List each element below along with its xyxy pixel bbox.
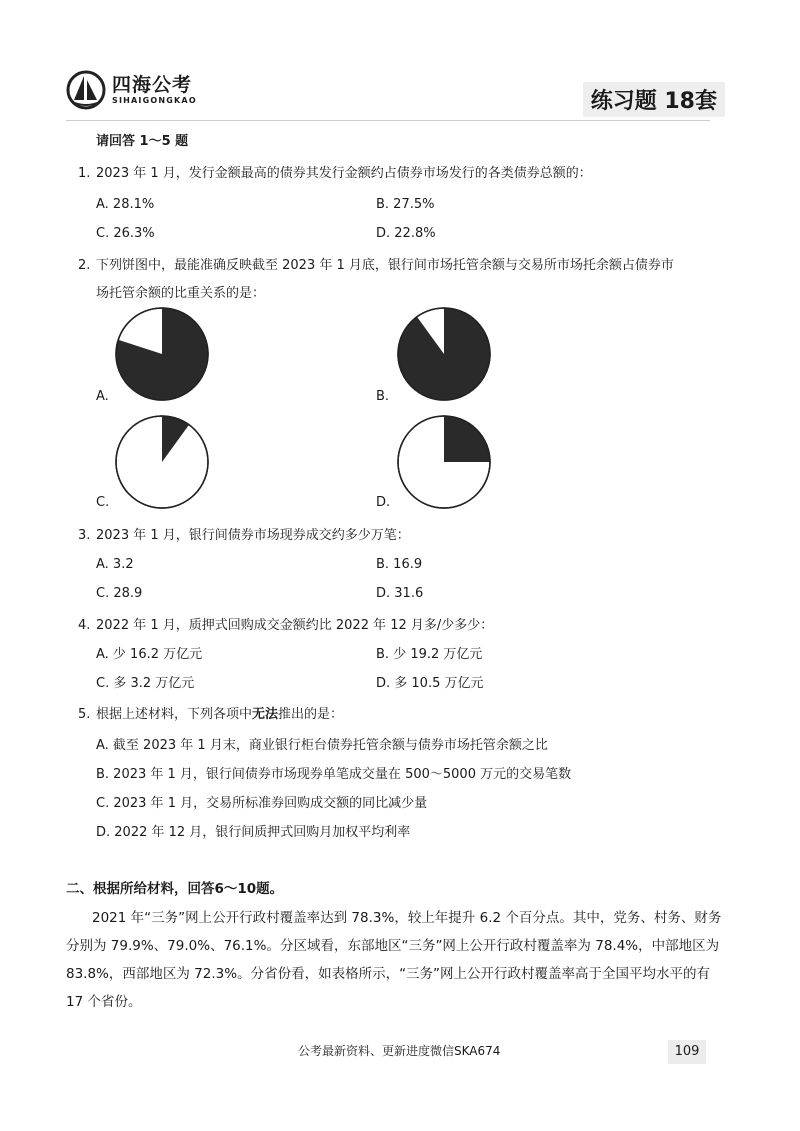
question-1-text: 2023 年 1 月，发行金额最高的债券其发行金额约占债券市场发行的各类债券总额的：	[96, 166, 592, 181]
sailboat-logo-icon	[66, 70, 106, 110]
q3-option-d[interactable]: D. 31.6	[376, 586, 424, 601]
q2-option-d[interactable]: D.	[376, 495, 391, 510]
q2-option-b[interactable]: B.	[376, 389, 390, 404]
q5-option-d[interactable]: D. 2022 年 12 月，银行间质押式回购月加权平均利率	[96, 825, 411, 840]
q1-option-c[interactable]: C. 26.3%	[96, 226, 155, 241]
question-5-number: 5.	[78, 707, 91, 722]
question-5-text-post: 推出的是：	[278, 707, 344, 722]
q1-option-a[interactable]: A. 28.1%	[96, 197, 155, 212]
q4-option-c[interactable]: C. 多 3.2 万亿元	[96, 676, 195, 691]
question-5-text-bold: 无法	[252, 707, 279, 722]
question-1-number: 1.	[78, 166, 91, 181]
question-5-text	[96, 706, 343, 724]
question-2-number: 2.	[78, 258, 91, 273]
q4-option-b[interactable]: B. 少 19.2 万亿元	[376, 647, 483, 662]
q4-option-d[interactable]: D. 多 10.5 万亿元	[376, 676, 484, 691]
question-4-text: 2022 年 1 月，质押式回购成交金额约比 2022 年 12 月多/少多少：	[96, 618, 494, 633]
q3-option-b[interactable]: B. 16.9	[376, 557, 423, 572]
question-4-number: 4.	[78, 618, 91, 633]
pie-chart-b	[396, 306, 492, 402]
question-3-number: 3.	[78, 528, 91, 543]
section-intro: 请回答 1～5 题	[96, 134, 189, 149]
brand-name-en: SIHAIGONGKAO	[112, 96, 197, 105]
pie-chart-a	[114, 306, 210, 402]
header-divider	[66, 120, 710, 121]
q1-option-b[interactable]: B. 27.5%	[376, 197, 435, 212]
footer-note: 公考最新资料、更新进度微信SKA674	[298, 1044, 501, 1058]
q3-option-c[interactable]: C. 28.9	[96, 586, 143, 601]
brand-name-cn: 四海公考	[112, 74, 193, 96]
q4-option-a[interactable]: A. 少 16.2 万亿元	[96, 647, 203, 662]
q5-option-c[interactable]: C. 2023 年 1 月，交易所标准券回购成交额的同比减少量	[96, 796, 428, 811]
q2-option-a[interactable]: A.	[96, 389, 109, 404]
question-5-text-pre: 根据上述材料，下列各项中	[96, 707, 253, 722]
pie-chart-c	[114, 414, 210, 510]
q3-option-a[interactable]: A. 3.2	[96, 557, 134, 572]
q5-option-a[interactable]: A. 截至 2023 年 1 月末，商业银行柜台债券托管余额与债券市场托管余额之比	[96, 738, 548, 753]
q1-option-d[interactable]: D. 22.8%	[376, 226, 436, 241]
page-number: 109	[668, 1040, 706, 1064]
section-2-paragraph: 2021 年“三务”网上公开行政村覆盖率达到 78.3%，较上年提升 6.2 个百分点。其中，党务、村务、财务分别为 79.9%、79.0%、76.1%。分区域看，东部地区“三务”网上公开行政村覆盖率为 78.4%，中部地区为 83.8%，西部地区为 72.3%。分省份看，如表格所示，“三务”网上公开行政村覆盖率高于全国平均水平的有 17 个省份。	[66, 910, 722, 1010]
section-2-heading: 二、根据所给材料，回答6～10题。	[66, 881, 284, 897]
set-title: 练习题 18套	[583, 82, 725, 117]
question-2-text-line2: 场托管余额的比重关系的是：	[96, 286, 266, 301]
q2-option-c[interactable]: C.	[96, 495, 110, 510]
question-2-text-line1: 下列饼图中，最能准确反映截至 2023 年 1 月底，银行间市场托管余额与交易所市场托余额占债券市	[96, 258, 674, 273]
pie-chart-d	[396, 414, 492, 510]
question-3-text: 2023 年 1 月，银行间债券市场现券成交约多少万笔：	[96, 528, 410, 543]
q5-option-b[interactable]: B. 2023 年 1 月，银行间债券市场现券单笔成交量在 500～5000 万元的交易笔数	[96, 767, 572, 782]
brand-logo	[66, 70, 197, 110]
